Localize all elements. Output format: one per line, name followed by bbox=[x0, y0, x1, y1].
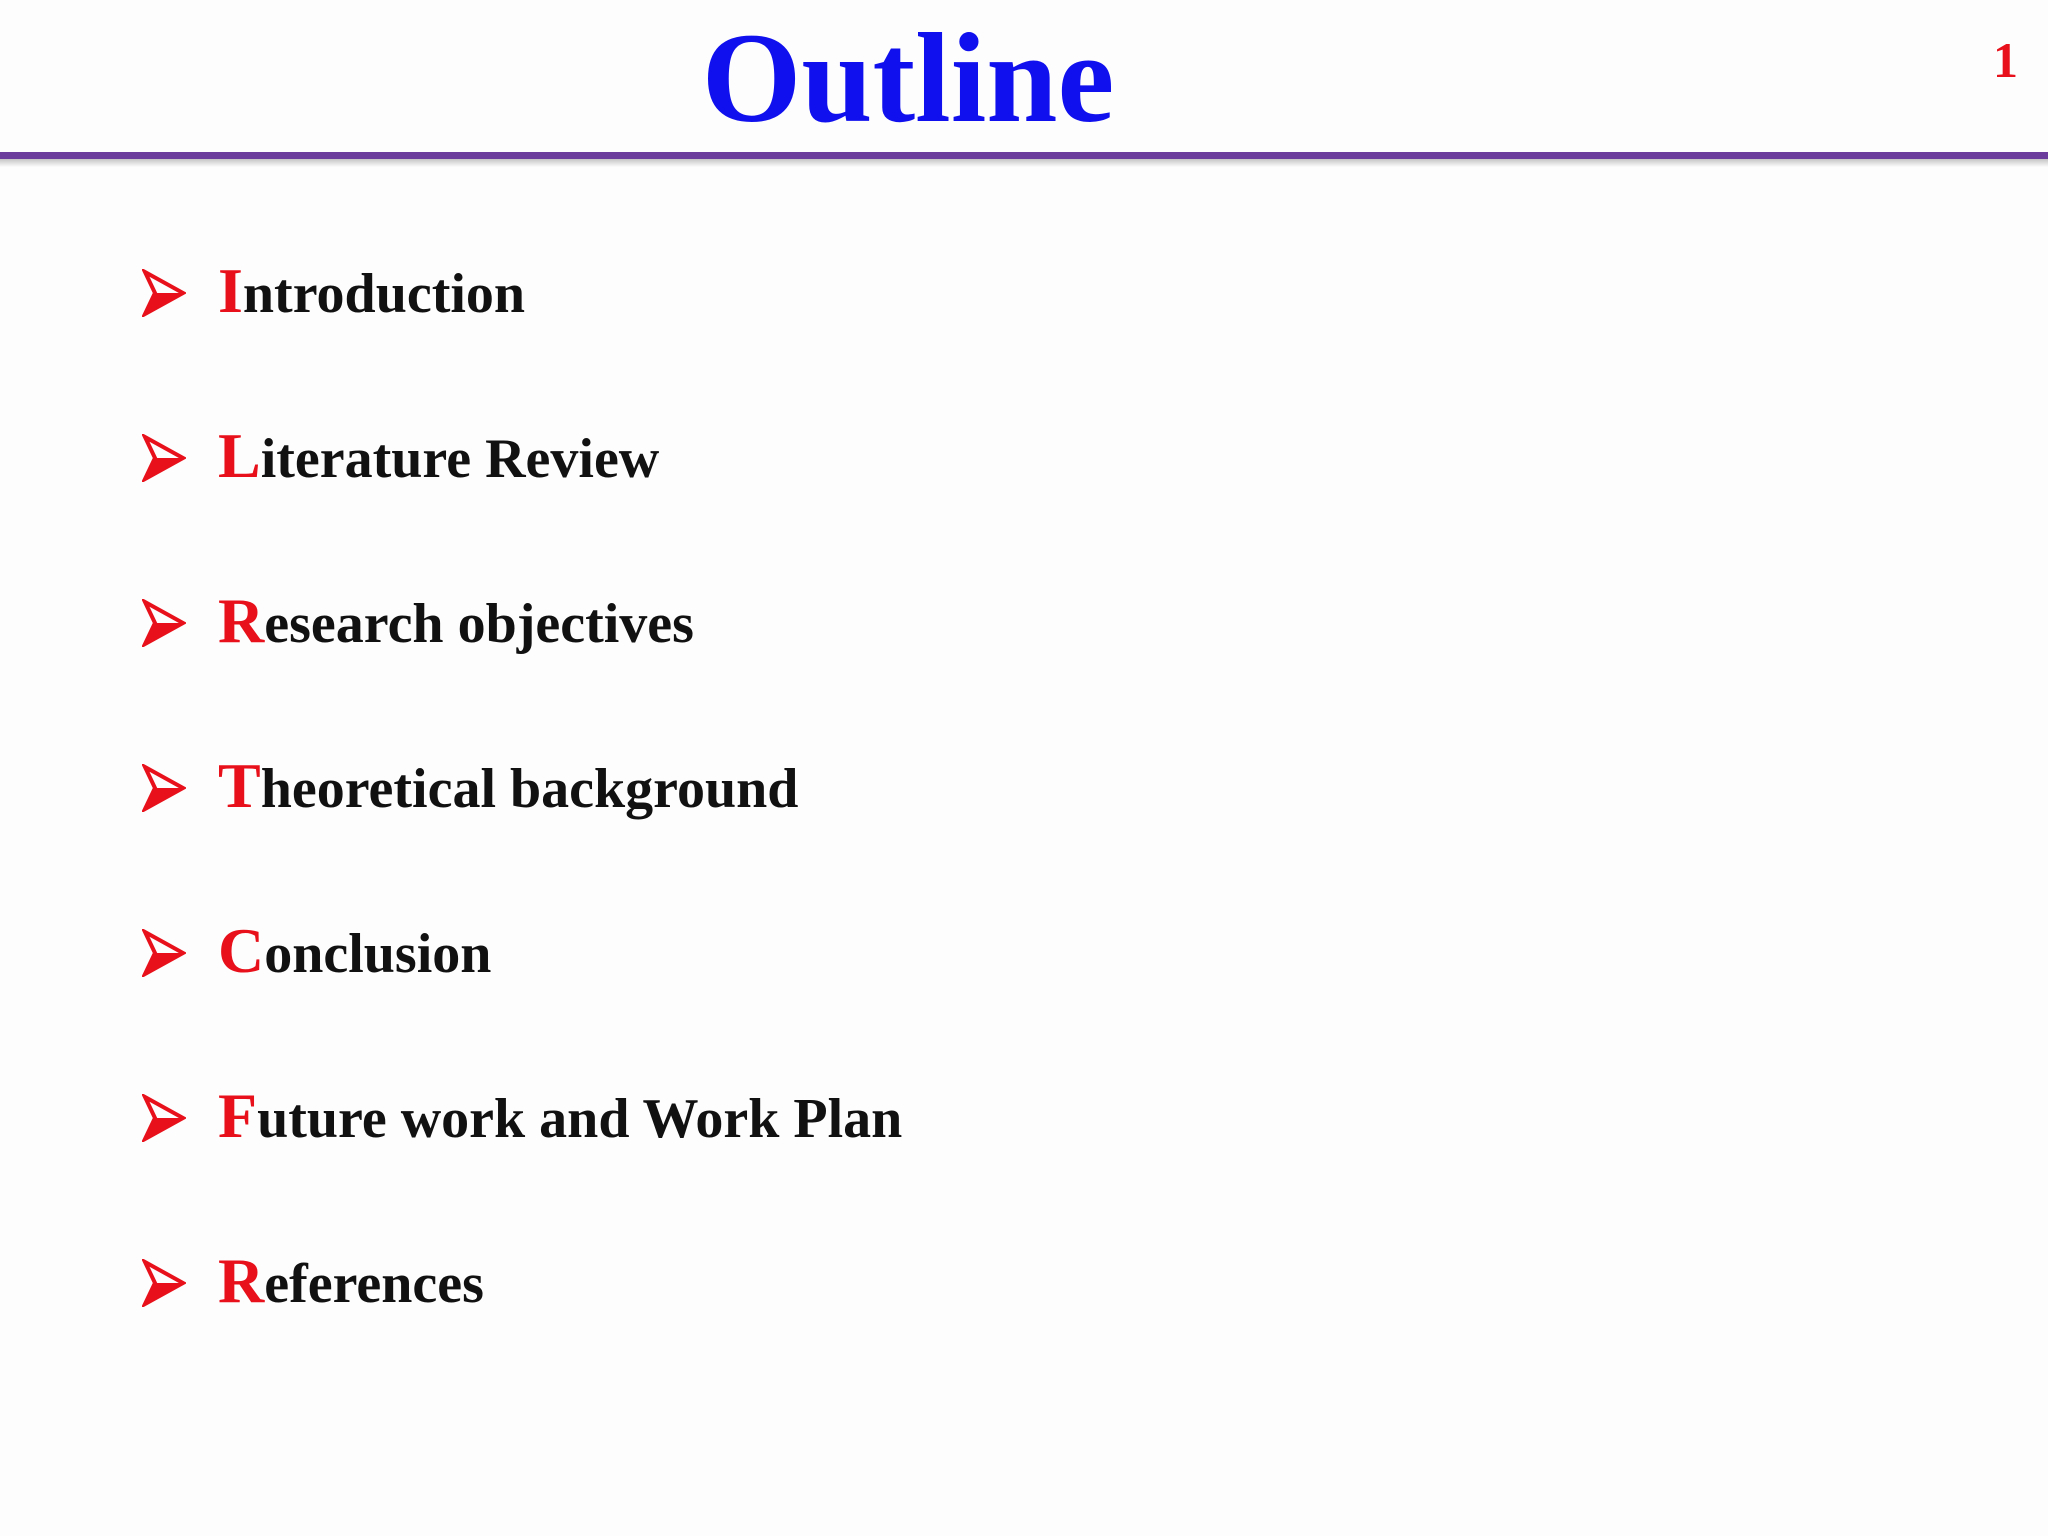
outline-item-rest: iterature Review bbox=[260, 428, 660, 490]
outline-list bbox=[142, 210, 902, 1365]
arrowhead-icon bbox=[142, 434, 186, 482]
outline-item-label bbox=[218, 746, 798, 829]
outline-item-initial: R bbox=[218, 585, 265, 656]
outline-item-literature-review bbox=[142, 375, 902, 540]
outline-item-rest: heoretical background bbox=[260, 758, 799, 820]
outline-item-initial: C bbox=[218, 915, 265, 986]
outline-item-initial: F bbox=[218, 1080, 258, 1151]
outline-item-label bbox=[218, 911, 491, 994]
outline-item-label bbox=[218, 251, 525, 334]
page-number: 1 bbox=[1993, 32, 2018, 88]
outline-item-future-work bbox=[142, 1035, 902, 1200]
outline-item-initial: T bbox=[218, 750, 261, 821]
arrowhead-icon bbox=[142, 764, 186, 812]
arrowhead-icon bbox=[142, 1094, 186, 1142]
outline-item-theoretical-background bbox=[142, 705, 902, 870]
title-divider-shadow bbox=[0, 159, 2048, 167]
outline-item-rest: eferences bbox=[264, 1253, 484, 1315]
outline-item-label bbox=[218, 1076, 902, 1159]
outline-item-rest: onclusion bbox=[264, 923, 492, 985]
outline-item-initial: R bbox=[218, 1245, 265, 1316]
outline-item-conclusion bbox=[142, 870, 902, 1035]
outline-item-rest: uture work and Work Plan bbox=[257, 1088, 903, 1150]
arrowhead-icon bbox=[142, 269, 186, 317]
outline-item-references bbox=[142, 1200, 902, 1365]
slide-title: Outline bbox=[701, 7, 1115, 149]
arrowhead-icon bbox=[142, 599, 186, 647]
title-divider bbox=[0, 152, 2048, 159]
arrowhead-icon bbox=[142, 1259, 186, 1307]
outline-item-rest: esearch objectives bbox=[264, 593, 694, 655]
outline-item-rest: ntroduction bbox=[242, 263, 526, 325]
outline-item-introduction bbox=[142, 210, 902, 375]
outline-item-research-objectives bbox=[142, 540, 902, 705]
outline-item-initial: I bbox=[218, 255, 243, 326]
outline-item-initial: L bbox=[218, 420, 261, 491]
outline-item-label bbox=[218, 1241, 484, 1324]
arrowhead-icon bbox=[142, 929, 186, 977]
outline-item-label bbox=[218, 416, 659, 499]
outline-item-label bbox=[218, 581, 694, 664]
